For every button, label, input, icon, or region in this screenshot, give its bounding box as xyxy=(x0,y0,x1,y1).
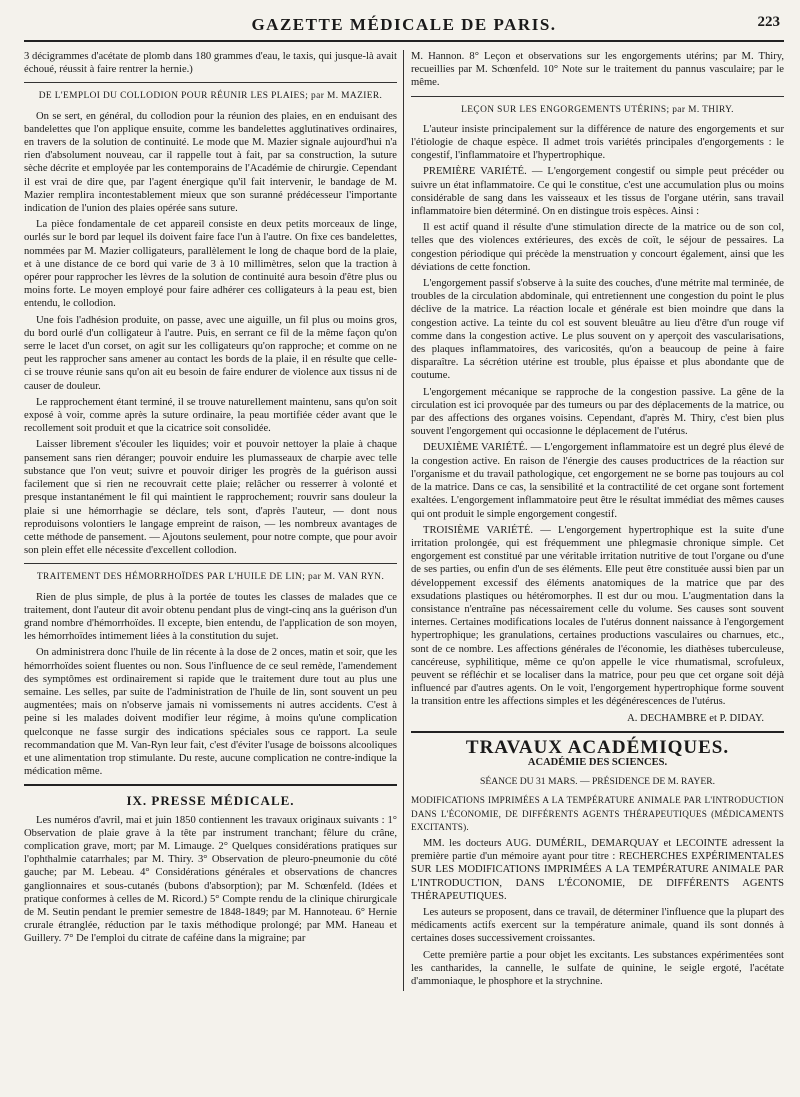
divider xyxy=(24,563,397,564)
section-title-hemorrhoides: TRAITEMENT DES HÉMORRHOÏDES PAR L'HUILE DE LIN; par M. VAN RYN. xyxy=(36,572,385,583)
paragraph: Les auteurs se proposent, dans ce travail, de déterminer l'influence que la plupart des médicaments actifs exercent sur la température animale, quand ils sont donnés à certaines doses successivement croissantes. xyxy=(411,906,784,945)
paragraph: L'engorgement mécanique se rapproche de la congestion passive. La gêne de la circulation est ici provoquée par des tumeurs ou par des déplacements de la matrice, ou par des affections des organes voisins. Cependant, d'après M. Thiry, c'est bien plus souvent l'engorgement qui occasionne le déplacement de l'utérus. xyxy=(411,386,784,438)
right-column xyxy=(403,50,784,991)
section-title-collodion: DE L'EMPLOI DU COLLODION POUR RÉUNIR LES PLAIES; par M. MAZIER. xyxy=(38,91,383,102)
paragraph: Les numéros d'avril, mai et juin 1850 contiennent les travaux originaux suivants : 1° Observation de plaie grave à la tête par instrument tranchant; fêlure du crâne, complication grave, mort; par M. Limauge. 2° Quelques considérations pratiques sur l'ophthalmie catarrhales; par M. Thiry. 3° Observation de pleuro-pneumonie du côté gauche; par M. Lebeau. 4° Considérations générales et observations de chancres ganglionnaires et sous-cutanés (bubons d'absorption); par M. Schœnfeld. (Idées et pratique conformes à celles de M. Ricord.) 5° Compte rendu de la clinique chirurgicale de M. Seutin pendant le premier semestre de 1848-1849; par M. Hannoteau. 6° Hernie crurale étranglée, réduction par le taxis méthodique prolongé; par MM. Haneau et Guillery. 7° De l'emploi du citrate de caféine dans la migraine; par xyxy=(24,814,397,945)
paragraph: Cette première partie a pour objet les excitants. Les substances expérimentées sont les cantharides, la cannelle, le sulfate de quinine, le seigle ergoté, l'acétate d'ammoniaque, le phosphore et la strychnine. xyxy=(411,949,784,987)
seance-line: SÉANCE DU 31 MARS. — PRÉSIDENCE DE M. RAYER. xyxy=(480,776,715,788)
section-heading-academie: TRAVAUX ACADÉMIQUES. xyxy=(465,736,730,758)
section-title-engorgements: LEÇON SUR LES ENGORGEMENTS UTÉRINS; par M. THIRY. xyxy=(461,104,734,115)
paragraph: MM. les docteurs AUG. DUMÉRIL, DEMARQUAY et LECOINTE adressent la première partie d'un mémoire ayant pour titre : RECHERCHES EXPÉRIMENTALES SUR LES MODIFICATIONS IMPRIMÉES A LA TEMPÉRATURE ANIMALE PAR L'INTRODUCTION, DANS L'ÉCONOMIE, DE DIFFÉRENTS AGENTS THÉRAPEUTIQUES. xyxy=(411,837,784,902)
paragraph: Rien de plus simple, de plus à la portée de toutes les classes de malades que ce traitement, dont l'auteur dit avoir obtenu pendant plus de vingt-cinq ans la guérison d'un grand nombre d'hémorrhoïdes. Il excepte, bien entendu, de l'application de son moyen, les hémorrhoïdes intimement liées à la constitution du sujet. xyxy=(24,591,397,643)
journal-title: GAZETTE MÉDICALE DE PARIS. xyxy=(251,15,557,34)
divider xyxy=(24,784,397,786)
paragraph: Le rapprochement étant terminé, il se trouve naturellement maintenu, sans qu'on soit exposé à voir, comme après la suture ordinaire, la peau mortifiée céder avant que le recollement soit produit et que la cicatrice soit consolidée. xyxy=(24,396,397,435)
intro-paragraph: 3 décigrammes d'acétate de plomb dans 180 grammes d'eau, le taxis, qui jusque-là avait échoué, réussit à faire rentrer la hernie.) xyxy=(24,51,397,76)
columns xyxy=(24,50,784,991)
article-title: MODIFICATIONS IMPRIMÉES A LA TEMPÉRATURE ANIMALE PAR L'INTRODUCTION DANS L'ÉCONOMIE, DE DIFFÉRENTS AGENTS THÉRAPEUTIQUES (MÉDICAMENTS EXCITANTS). xyxy=(411,795,784,832)
page-header xyxy=(24,10,784,42)
paragraph: La pièce fondamentale de cet appareil consiste en deux petits morceaux de linge, ourlés sur le bord par lequel ils doivent faire face l'un à l'autre. On fixe ces bandelettes, nommées par M. Mazier colligateurs, parallèlement le long de chaque bord de la plaie, et à une distance de ce bord qui varie de 3 à 10 millimètres, selon que la traction à opérer pour rapprocher les lèvres de la solution de continuité aura besoin d'être plus ou moins forte. Le moyen employé pour faire adhérer ces colligateurs à la peau est, bien entendu, le collodion. xyxy=(24,219,397,310)
paragraph: Il est actif quand il résulte d'une stimulation directe de la matrice ou de son col, telles que des violences extérieures, des excès de coït, le séjour de pessaires. La congestion périodique qui précède la menstruation y concourt également, ainsi que les déviations de cette fonction. xyxy=(411,222,784,273)
subheading: ACADÉMIE DES SCIENCES. xyxy=(527,756,668,768)
divider xyxy=(411,96,784,97)
paragraph: L'auteur insiste principalement sur la différence de nature des engorgements et sur l'étiologie de chaque espèce. Il admet trois variétés principales d'engorgements : le congestif, l'inflammatoire et l'hypertrophique. xyxy=(411,123,784,162)
paragraph: L'engorgement passif s'observe à la suite des couches, d'une métrite mal terminée, de troubles de la circulation abdominale, qui entretiennent une congestion du point le plus déclive de la matrice. La réaction locale et générale est bien moindre que dans la congestion active. La teinte du col est souvent bleuâtre au lieu d'être d'un rouge vif comme dans la congestion active. Le plus souvent on y aperçoit des vascularisations, des plaques inflammatoires, des varicosités, qu'on a beaucoup de peine à faire disparaître. La sécrétion utérine est trouble, plus épaisse et plus abondante que de coutume. xyxy=(411,278,784,382)
paragraph: Une fois l'adhésion produite, on passe, avec une aiguille, un fil plus ou moins gros, du bord ourlé d'un colligateur à l'autre. Puis, en serrant ce fil de la même façon qu'on serre le lacet d'un corset, on agit sur les colligateurs qu'on rapproche; et comme on ne peut les rapprocher sans amener au contact les bords de la plaie, il en résulte que celle-ci se trouve réunie sans qu'on ait eu besoin de faire endurer de violence aux tissus ni de causer de douleur. xyxy=(24,314,397,392)
paragraph: DEUXIÈME VARIÉTÉ. — L'engorgement inflammatoire est un degré plus élevé de la congestion active. En raison de l'énergie des causes productrices de la réaction sur l'organisme et du travail pathologique, cet engorgement ne se borne pas toujours au col de la matrice. Dans ce cas, la sensibilité et la contractilité de cet organe sont fortement exaltées. L'engorgement inflammatoire peut être le résultat immédiat des mêmes causes qui ont produit le simple engorgement congestif. xyxy=(411,442,784,520)
chapter-title: IX. PRESSE MÉDICALE. xyxy=(126,793,295,809)
divider xyxy=(411,731,784,733)
paragraph: TROISIÈME VARIÉTÉ. — L'engorgement hypertrophique est la suite d'une irritation prolongée, qui est fréquemment une phlegmasie chronique simple. Cet engorgement est constitué par une véritable irritation nutritive de tout l'organe ou d'une de ses parties, ou enfin d'un de ses éléments. Elle peut être constituée aussi bien par un développement excessif des éléments anatomiques de la matrice que par des exsudations plastiques ou hétéromorphes. Il est dur ou mou. L'augmentation dans la consistance n'entraîne pas nécessairement celle du volume. Ses causes sont souvent internes. Certaines modifications locales de l'utérus donnent naissance à l'engorgement hypertrophique; les granulations, certaines productions vasculaires ou charnues, etc., sont de ce nombre. Les affections générales de l'économie, les diathèses tuberculeuse, cancéreuse, syphilitique, même ce qu'on appelle le vice rhumatismal, scrofuleux, peuvent se réfléchir et se localiser dans la matrice, pour peu que cet organe soit déjà influencé par d'autres agents. On le voit, l'engorgement hypertrophique forme souvent la transition entre les affections simples et les dégénérescences de l'utérus. xyxy=(411,524,784,708)
paragraph: On se sert, en général, du collodion pour la réunion des plaies, en en enduisant des bandelettes que l'on applique ensuite, comme les bandelettes agglutinatives ordinaires, en travers de la solution de continuité. Le mode que M. Mazier signale aujourd'hui n'a rien d'absolument nouveau, car il rappelle tout à fait, par sa construction, la suture sèche décrite et employée par les contemporains de l'Académie de chirurgie. Cependant il est vrai de dire que, par l'agent énergique qu'il fait intervenir, le bandage de M. Mazier remplira incontestablement mieux que son suranné prédécesseur l'importante indication de l'union des plaies opérée sans suture. xyxy=(24,110,397,215)
left-column xyxy=(24,50,403,991)
paragraph: Laisser librement s'écouler les liquides; voir et pouvoir nettoyer la plaie à chaque pansement sans rien déranger; pouvoir enduire les plumasseaux de charpie avec telle substance que l'on veut; suivre et pouvoir diriger les progrès de la guérison aussi facilement que si rien ne recouvrait cette plaie; relâcher ou resserrer à volonté et presque instantanément le fil qui maintient le rapprochement; rouvrir sans douleur la plaie si une hémorrhagie se déclare, tels sont, d'après l'auteur, — dont nous reproduisons volontiers le langage empreint de raison, — les nombreux avantages de cette méthode de pansement. — Ajoutons seulement, pour notre compte, que pour avoir son plein effet elle nécessite d'excellent collodion. xyxy=(24,439,397,557)
paragraph: On administrera donc l'huile de lin récente à la dose de 2 onces, matin et soir, que les hémorrhoïdes soient fluentes ou non. Sous l'influence de ce seul remède, l'amendement des symptômes est ordinairement si rapide que le traitement dure tout au plus une semaine. Les selles, par suite de l'administration de l'huile de lin, sont souvent un peu augmentées; mais on n'observe jamais ni vomissements ni autres accidents. C'est à peine si les malades doivent modifier leur régime, à moins qu'une complication quelconque ne fasse surgir des indications spéciales sous ce rapport. La seule recommandation que M. Van-Ryn leur fait, c'est d'éviter l'usage de boissons alcooliques et une alimentation trop stimulante. Du reste, aucune complication ne contre-indique la médication même. xyxy=(24,647,397,778)
continued-paragraph: M. Hannon. 8° Leçon et observations sur les engorgements utérins; par M. Thiry, recueillies par M. Schœnfeld. 10° Note sur le traitement du pannus vasculaire; par le même. xyxy=(411,51,784,89)
page-number: 223 xyxy=(757,14,780,30)
paragraph: PREMIÈRE VARIÉTÉ. — L'engorgement congestif ou simple peut précéder ou suivre un état inflammatoire. Ce qui le constitue, c'est une accumulation plus ou moins considérable de sang dans les vaisseaux et les tissus de l'organe utérin, sans travail inflammatoire bien déterminé. On en distingue trois espèces. Ainsi : xyxy=(411,166,784,218)
divider xyxy=(24,82,397,83)
signature: A. DECHAMBRE et P. DIDAY. xyxy=(627,712,764,724)
